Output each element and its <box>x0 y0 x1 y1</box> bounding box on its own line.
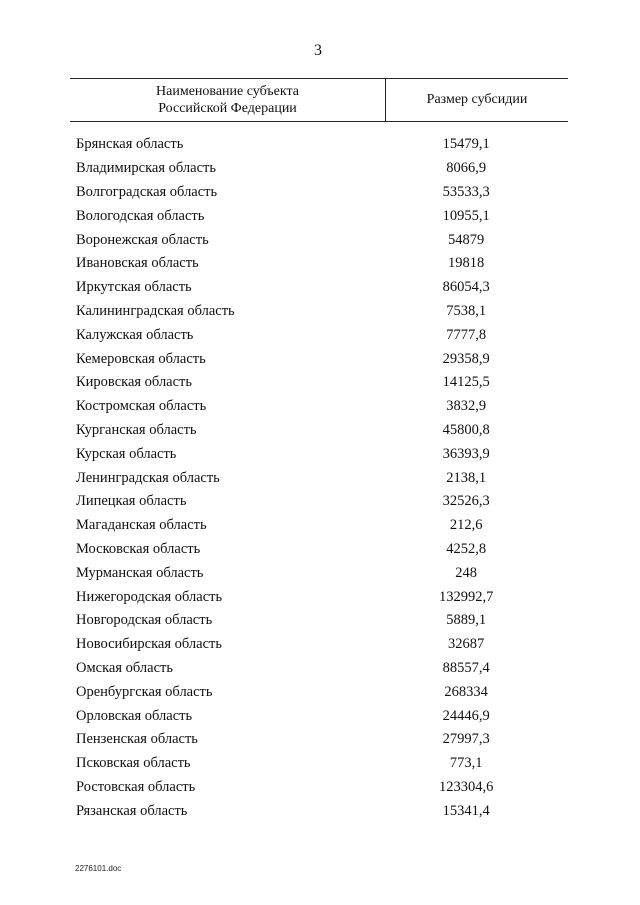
subsidy-amount: 123304,6 <box>438 778 494 795</box>
page-number-text: 3 <box>314 42 322 59</box>
region-name: Воронежская область <box>76 231 209 248</box>
table-row <box>76 609 568 633</box>
region-name: Омская область <box>76 659 173 676</box>
region-name: Орловская область <box>76 707 193 724</box>
region-name: Магаданская область <box>76 517 207 534</box>
region-name: Курганская область <box>76 421 197 438</box>
table-row <box>76 704 568 728</box>
subsidy-amount: 248 <box>455 564 478 581</box>
table-row <box>76 419 568 443</box>
region-name: Курская область <box>76 445 177 462</box>
subsidy-amount: 5889,1 <box>446 612 487 629</box>
table-row <box>76 252 568 276</box>
subsidy-amount: 27997,3 <box>442 731 490 748</box>
table-row <box>76 752 568 776</box>
subsidy-amount: 29358,9 <box>442 350 490 367</box>
region-name: Мурманская область <box>76 564 204 581</box>
table-row <box>76 300 568 324</box>
subsidy-amount: 10955,1 <box>442 207 490 224</box>
subsidy-amount: 88557,4 <box>442 659 490 676</box>
header-subject-name-line1: Наименование субъекта <box>156 84 299 99</box>
region-name: Калужская область <box>76 326 194 343</box>
subsidy-amount: 36393,9 <box>442 445 490 462</box>
region-name: Нижегородская область <box>76 588 223 605</box>
header-subject-name <box>70 83 385 117</box>
region-name: Ростовская область <box>76 778 196 795</box>
subsidy-amount: 132992,7 <box>438 588 494 605</box>
region-name: Кемеровская область <box>76 350 206 367</box>
table-row <box>76 728 568 752</box>
table-row <box>76 561 568 585</box>
subsidy-amount: 268334 <box>444 683 488 700</box>
region-name: Новосибирская область <box>76 636 222 653</box>
table-row <box>76 490 568 514</box>
region-name: Брянская область <box>76 136 184 153</box>
table-row <box>76 276 568 300</box>
subsidy-amount: 212,6 <box>449 517 483 534</box>
table-row <box>76 371 568 395</box>
subsidy-amount: 15479,1 <box>442 136 490 153</box>
table-row <box>76 181 568 205</box>
subsidy-amount: 54879 <box>448 231 485 248</box>
subsidy-amount: 24446,9 <box>442 707 490 724</box>
header-subsidy-amount: Размер субсидии <box>426 92 528 107</box>
page-number <box>0 42 640 60</box>
region-name: Новгородская область <box>76 612 213 629</box>
subsidy-amount: 32526,3 <box>442 493 490 510</box>
table-row <box>76 395 568 419</box>
subsidy-amount: 14125,5 <box>442 374 490 391</box>
subsidy-amount: 86054,3 <box>442 279 490 296</box>
table-row <box>76 633 568 657</box>
table-row <box>76 204 568 228</box>
table-row <box>76 228 568 252</box>
region-name: Пензенская область <box>76 731 198 748</box>
subsidy-amount: 7538,1 <box>446 302 487 319</box>
subsidy-amount: 45800,8 <box>442 421 490 438</box>
region-name: Иркутская область <box>76 279 192 296</box>
table-row <box>76 442 568 466</box>
subsidy-amount: 19818 <box>448 255 485 272</box>
table-row <box>76 133 568 157</box>
region-name: Вологодская область <box>76 207 205 224</box>
table-row <box>76 347 568 371</box>
subsidy-amount: 15341,4 <box>442 802 490 819</box>
table-row <box>76 323 568 347</box>
region-name: Калининградская область <box>76 302 235 319</box>
region-name: Рязанская область <box>76 802 188 819</box>
table-row <box>76 514 568 538</box>
table-row <box>76 799 568 823</box>
table-body <box>76 133 568 823</box>
region-name: Московская область <box>76 540 201 557</box>
subsidy-amount: 8066,9 <box>446 160 487 177</box>
region-name: Ленинградская область <box>76 469 220 486</box>
subsidy-amount: 53533,3 <box>442 183 490 200</box>
document-footer: 2276101.doc <box>75 864 122 873</box>
header-subject-name-line2: Российской Федерации <box>158 101 297 116</box>
subsidy-amount: 3832,9 <box>446 398 487 415</box>
subsidy-amount: 7777,8 <box>446 326 487 343</box>
table-row <box>76 538 568 562</box>
table-row <box>76 776 568 800</box>
subsidy-amount: 4252,8 <box>446 540 487 557</box>
table-row <box>76 157 568 181</box>
subsidy-amount: 32687 <box>448 636 485 653</box>
table-row <box>76 466 568 490</box>
region-name: Кировская область <box>76 374 193 391</box>
table-row <box>76 657 568 681</box>
region-name: Владимирская область <box>76 160 216 177</box>
region-name: Липецкая область <box>76 493 187 510</box>
subsidy-amount: 773,1 <box>449 755 483 772</box>
region-name: Костромская область <box>76 398 207 415</box>
table-row <box>76 680 568 704</box>
table-header <box>70 78 568 122</box>
table-row <box>76 585 568 609</box>
region-name: Оренбургская область <box>76 683 213 700</box>
region-name: Псковская область <box>76 755 191 772</box>
region-name: Волгоградская область <box>76 183 218 200</box>
region-name: Ивановская область <box>76 255 199 272</box>
subsidy-amount: 2138,1 <box>446 469 487 486</box>
